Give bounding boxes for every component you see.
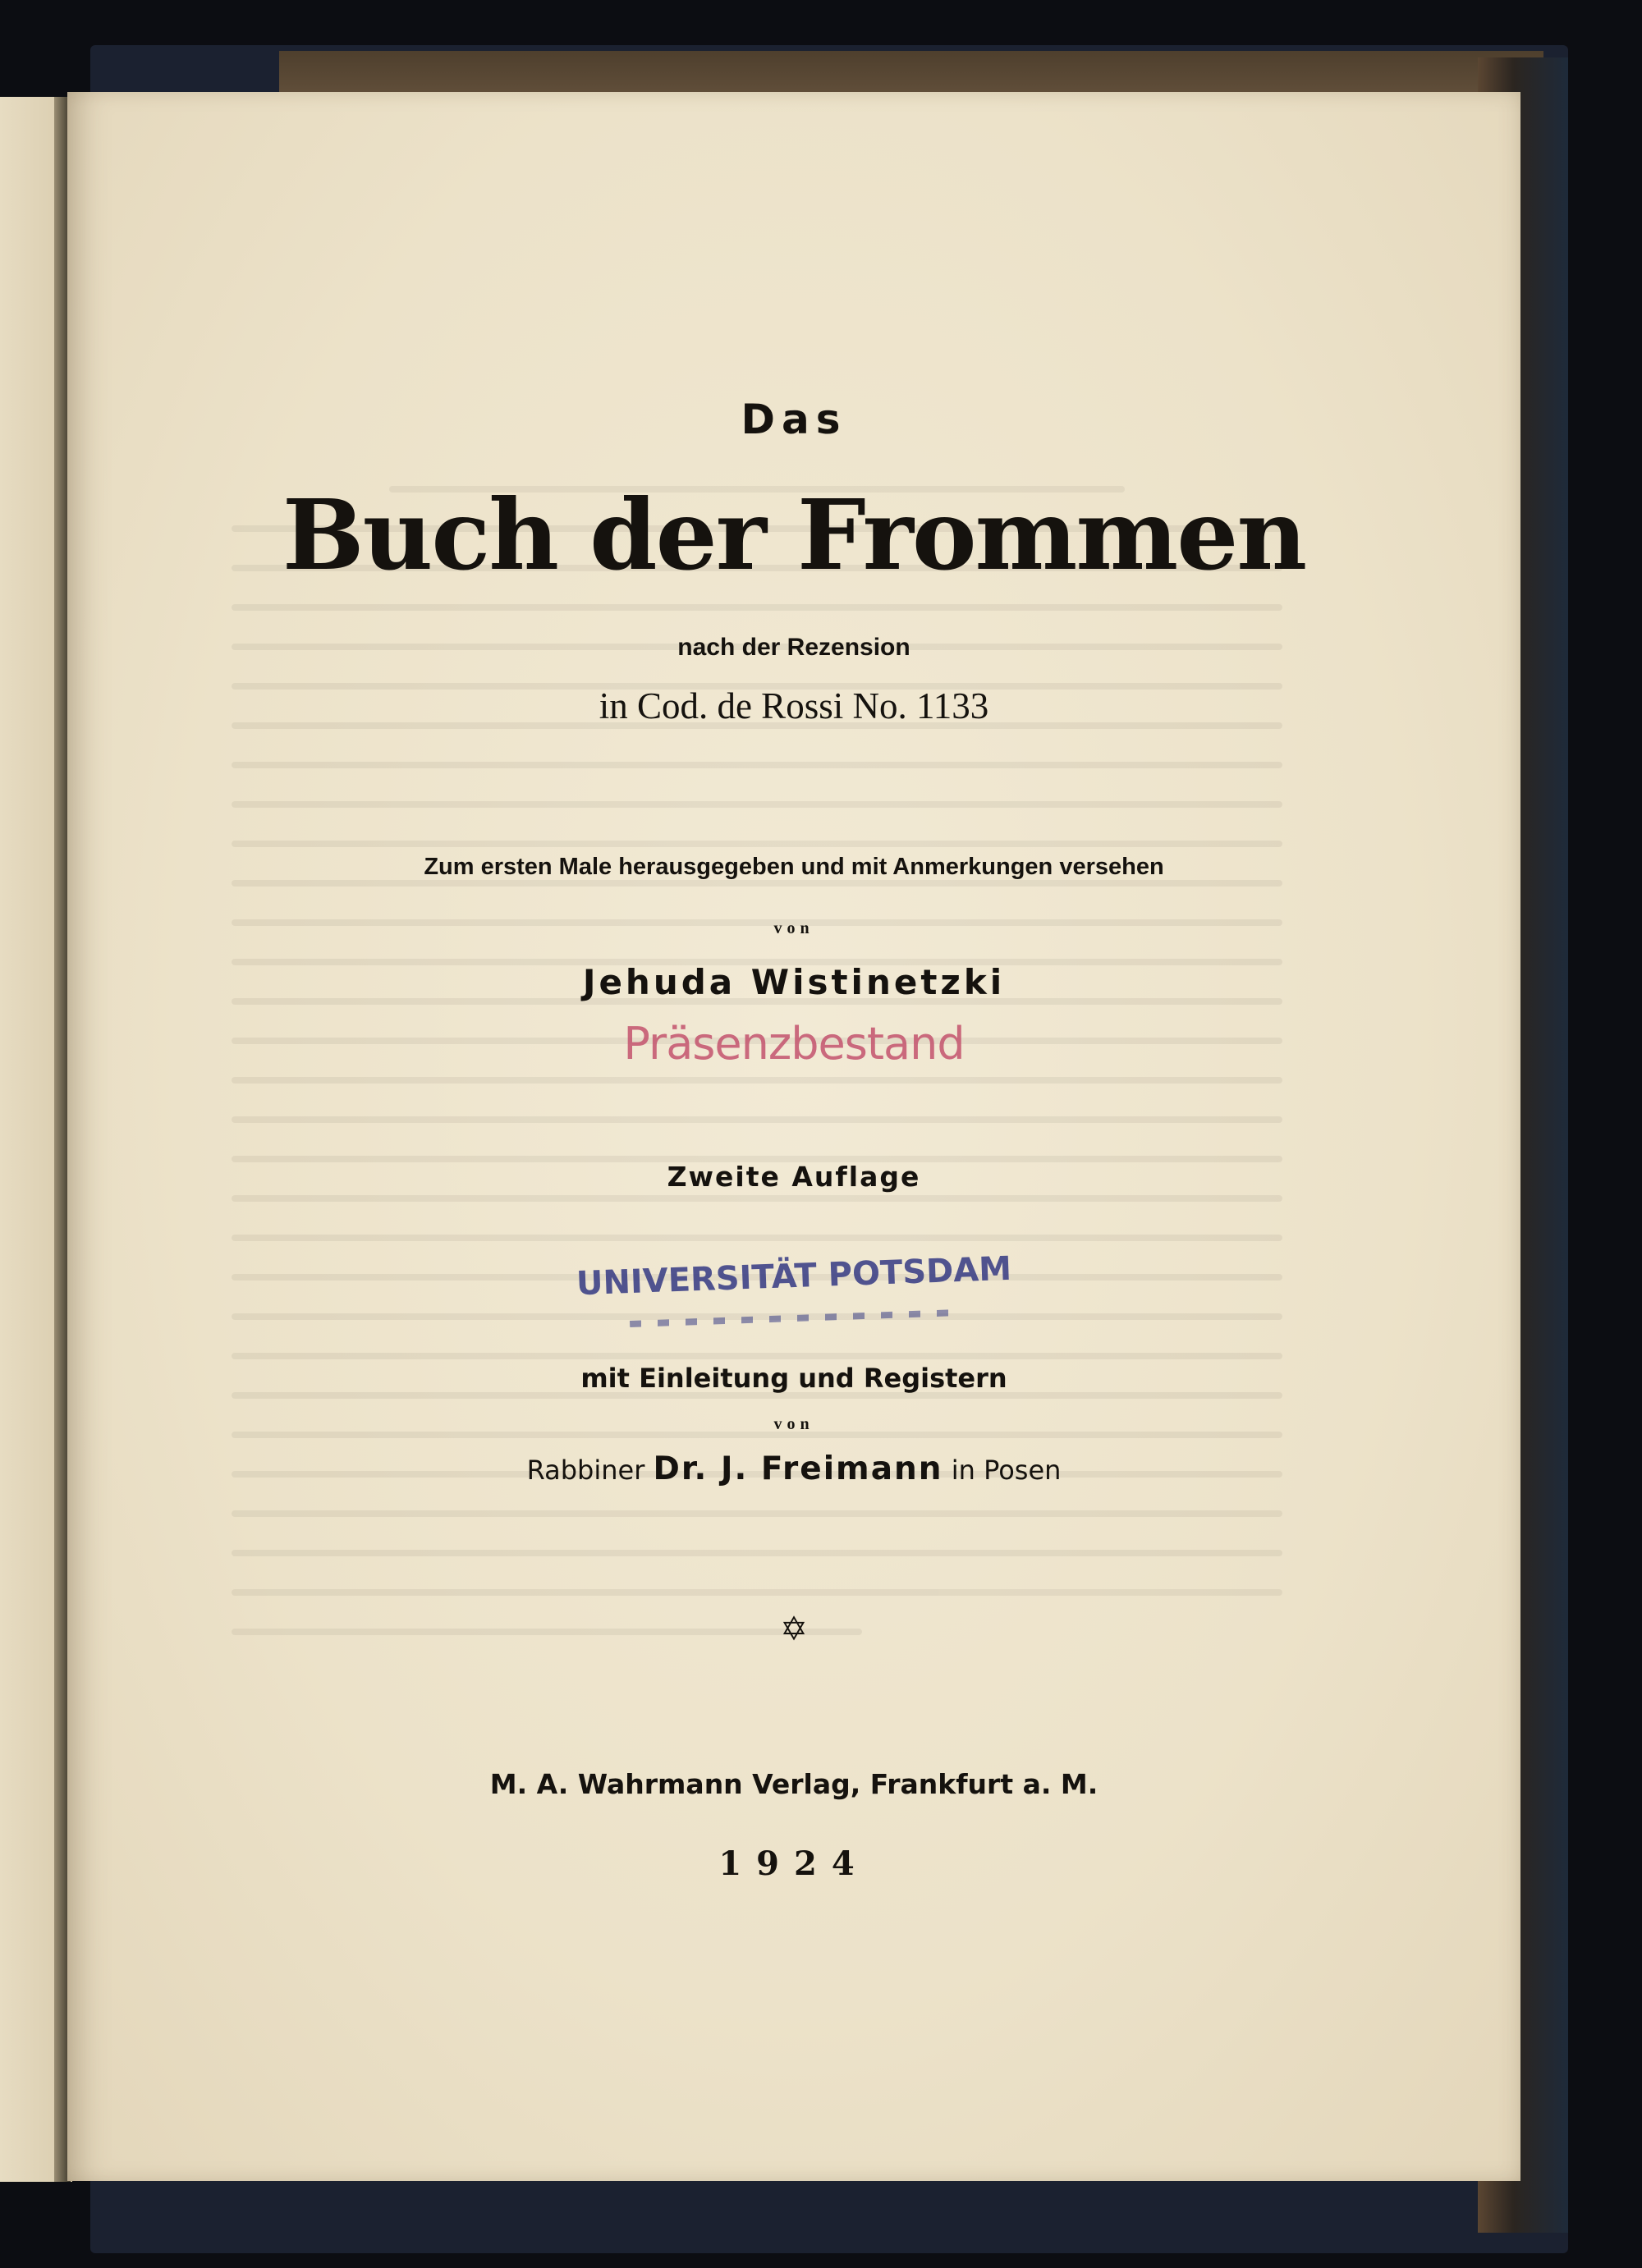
second-editor-line [67, 1450, 1520, 1487]
codex-line: in Cod. de Rossi No. 1133 [599, 685, 989, 726]
edition-label: Zweite Auflage [667, 1161, 921, 1193]
publisher-line: M. A. Wahrmann Verlag, Frankfurt a. M. [489, 1768, 1098, 1800]
title-page [67, 92, 1520, 2181]
second-editor-prefix: Rabbiner [526, 1455, 645, 1486]
library-stamp: UNIVERSITÄT POTSDAM [576, 1249, 1012, 1304]
library-stamp-subline [67, 1307, 1520, 1326]
edition-note: Zum ersten Male herausgegeben und mit Anmerkungen versehen [424, 854, 1164, 880]
book-title: Buch der Frommen [282, 478, 1306, 592]
intro-line: mit Einleitung und Registern [580, 1363, 1007, 1394]
publication-year: 1924 [718, 1844, 869, 1883]
by-line-1: von [773, 919, 814, 937]
recension-line: nach der Rezension [677, 634, 910, 661]
editor-name: Jehuda Wistinetzki [582, 962, 1006, 1002]
by-line-2: von [773, 1415, 814, 1433]
second-editor-suffix: in Posen [951, 1455, 1062, 1486]
pre-title: Das [741, 396, 847, 443]
second-editor-name: Dr. J. Freimann [653, 1450, 943, 1487]
star-of-david-icon: ✡ [780, 1611, 808, 1648]
reference-stamp: Präsenzbestand [623, 1018, 965, 1070]
